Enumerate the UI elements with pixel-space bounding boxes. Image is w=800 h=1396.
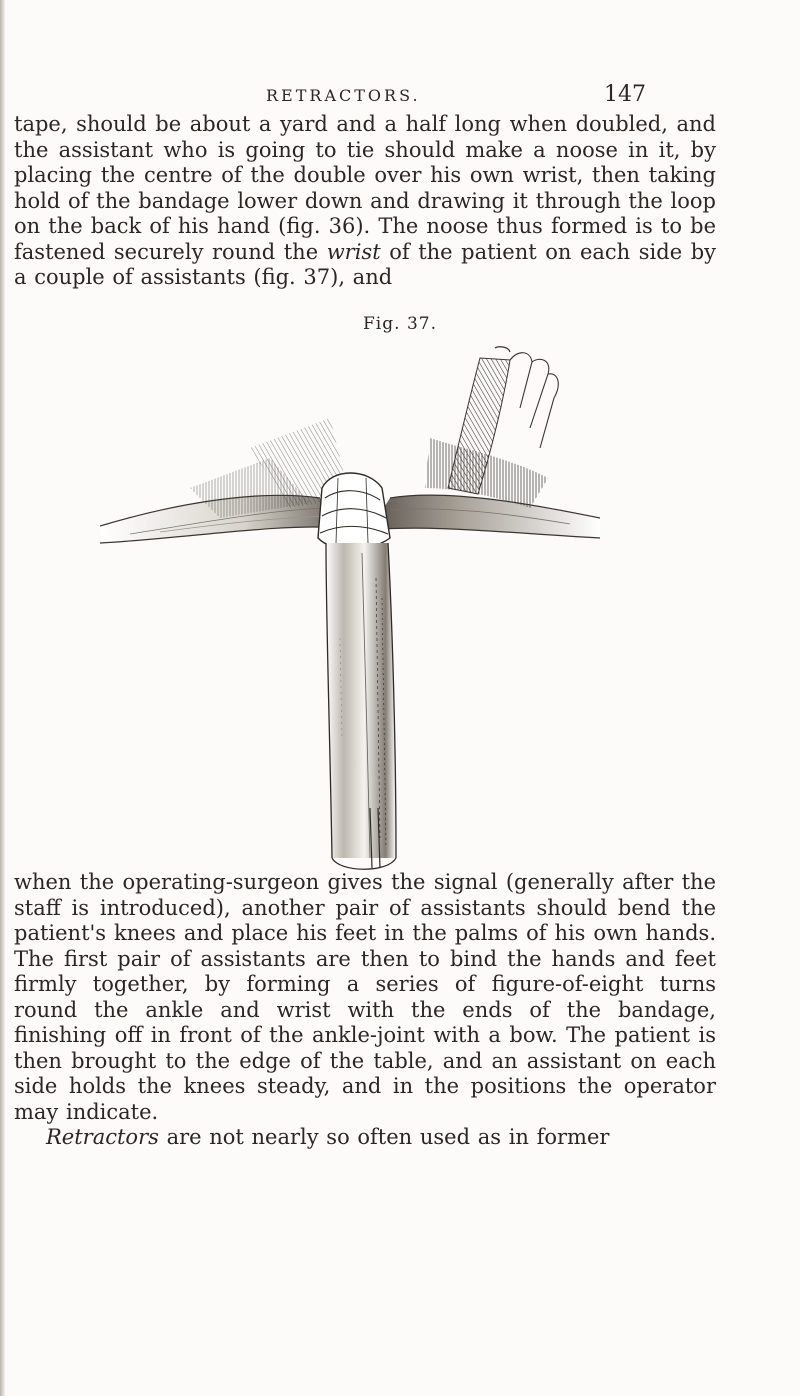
body-top-text: tape, should be about a yard and a half long when doubled, and the assistant who is going to tie should make a noose in it, by placing the centre of the double over his own wrist, then taking hold of the bandage lower down and drawing it through the loop on the back of his hand (fig. 36). The noose thus formed is to be fastened securely round the (14, 112, 716, 264)
running-title: RETRACTORS. (266, 86, 421, 105)
emphasis-wrist: wrist (326, 239, 381, 264)
retractors-text: are not nearly so often used as in former (158, 1125, 610, 1149)
body-text-bottom (14, 870, 716, 1151)
paragraph-assistants: when the operating-surgeon gives the signal (generally after the staff is introduced), another pair of assistants should bend the patient's knees and place his feet in the palms of his own hands. The first pair of assistants are then to bind the hands and feet firmly together, by forming a series of figure-of-eight turns round the ankle and wrist with the ends of the bandage, finishing off in front of the ankle-joint with a bow. The patient is then brought to the edge of the table, and an assistant on each side holds the knees steady, and in the positions the operator may indicate. (14, 870, 716, 1124)
paragraph-retractors (14, 1125, 716, 1151)
body-top-tail: of the patient on each side by a couple of assistants (fig. 37), and (14, 239, 716, 289)
paragraph-continued (14, 112, 716, 291)
page-number: 147 (604, 82, 646, 107)
figure-caption: Fig. 37. (363, 314, 437, 334)
page-gutter-edge (0, 0, 5, 1396)
body-text-top (14, 112, 716, 291)
bound-wrist-engraving-icon (100, 338, 600, 878)
emphasis-retractors: Retractors (46, 1125, 159, 1149)
running-head (266, 82, 646, 114)
